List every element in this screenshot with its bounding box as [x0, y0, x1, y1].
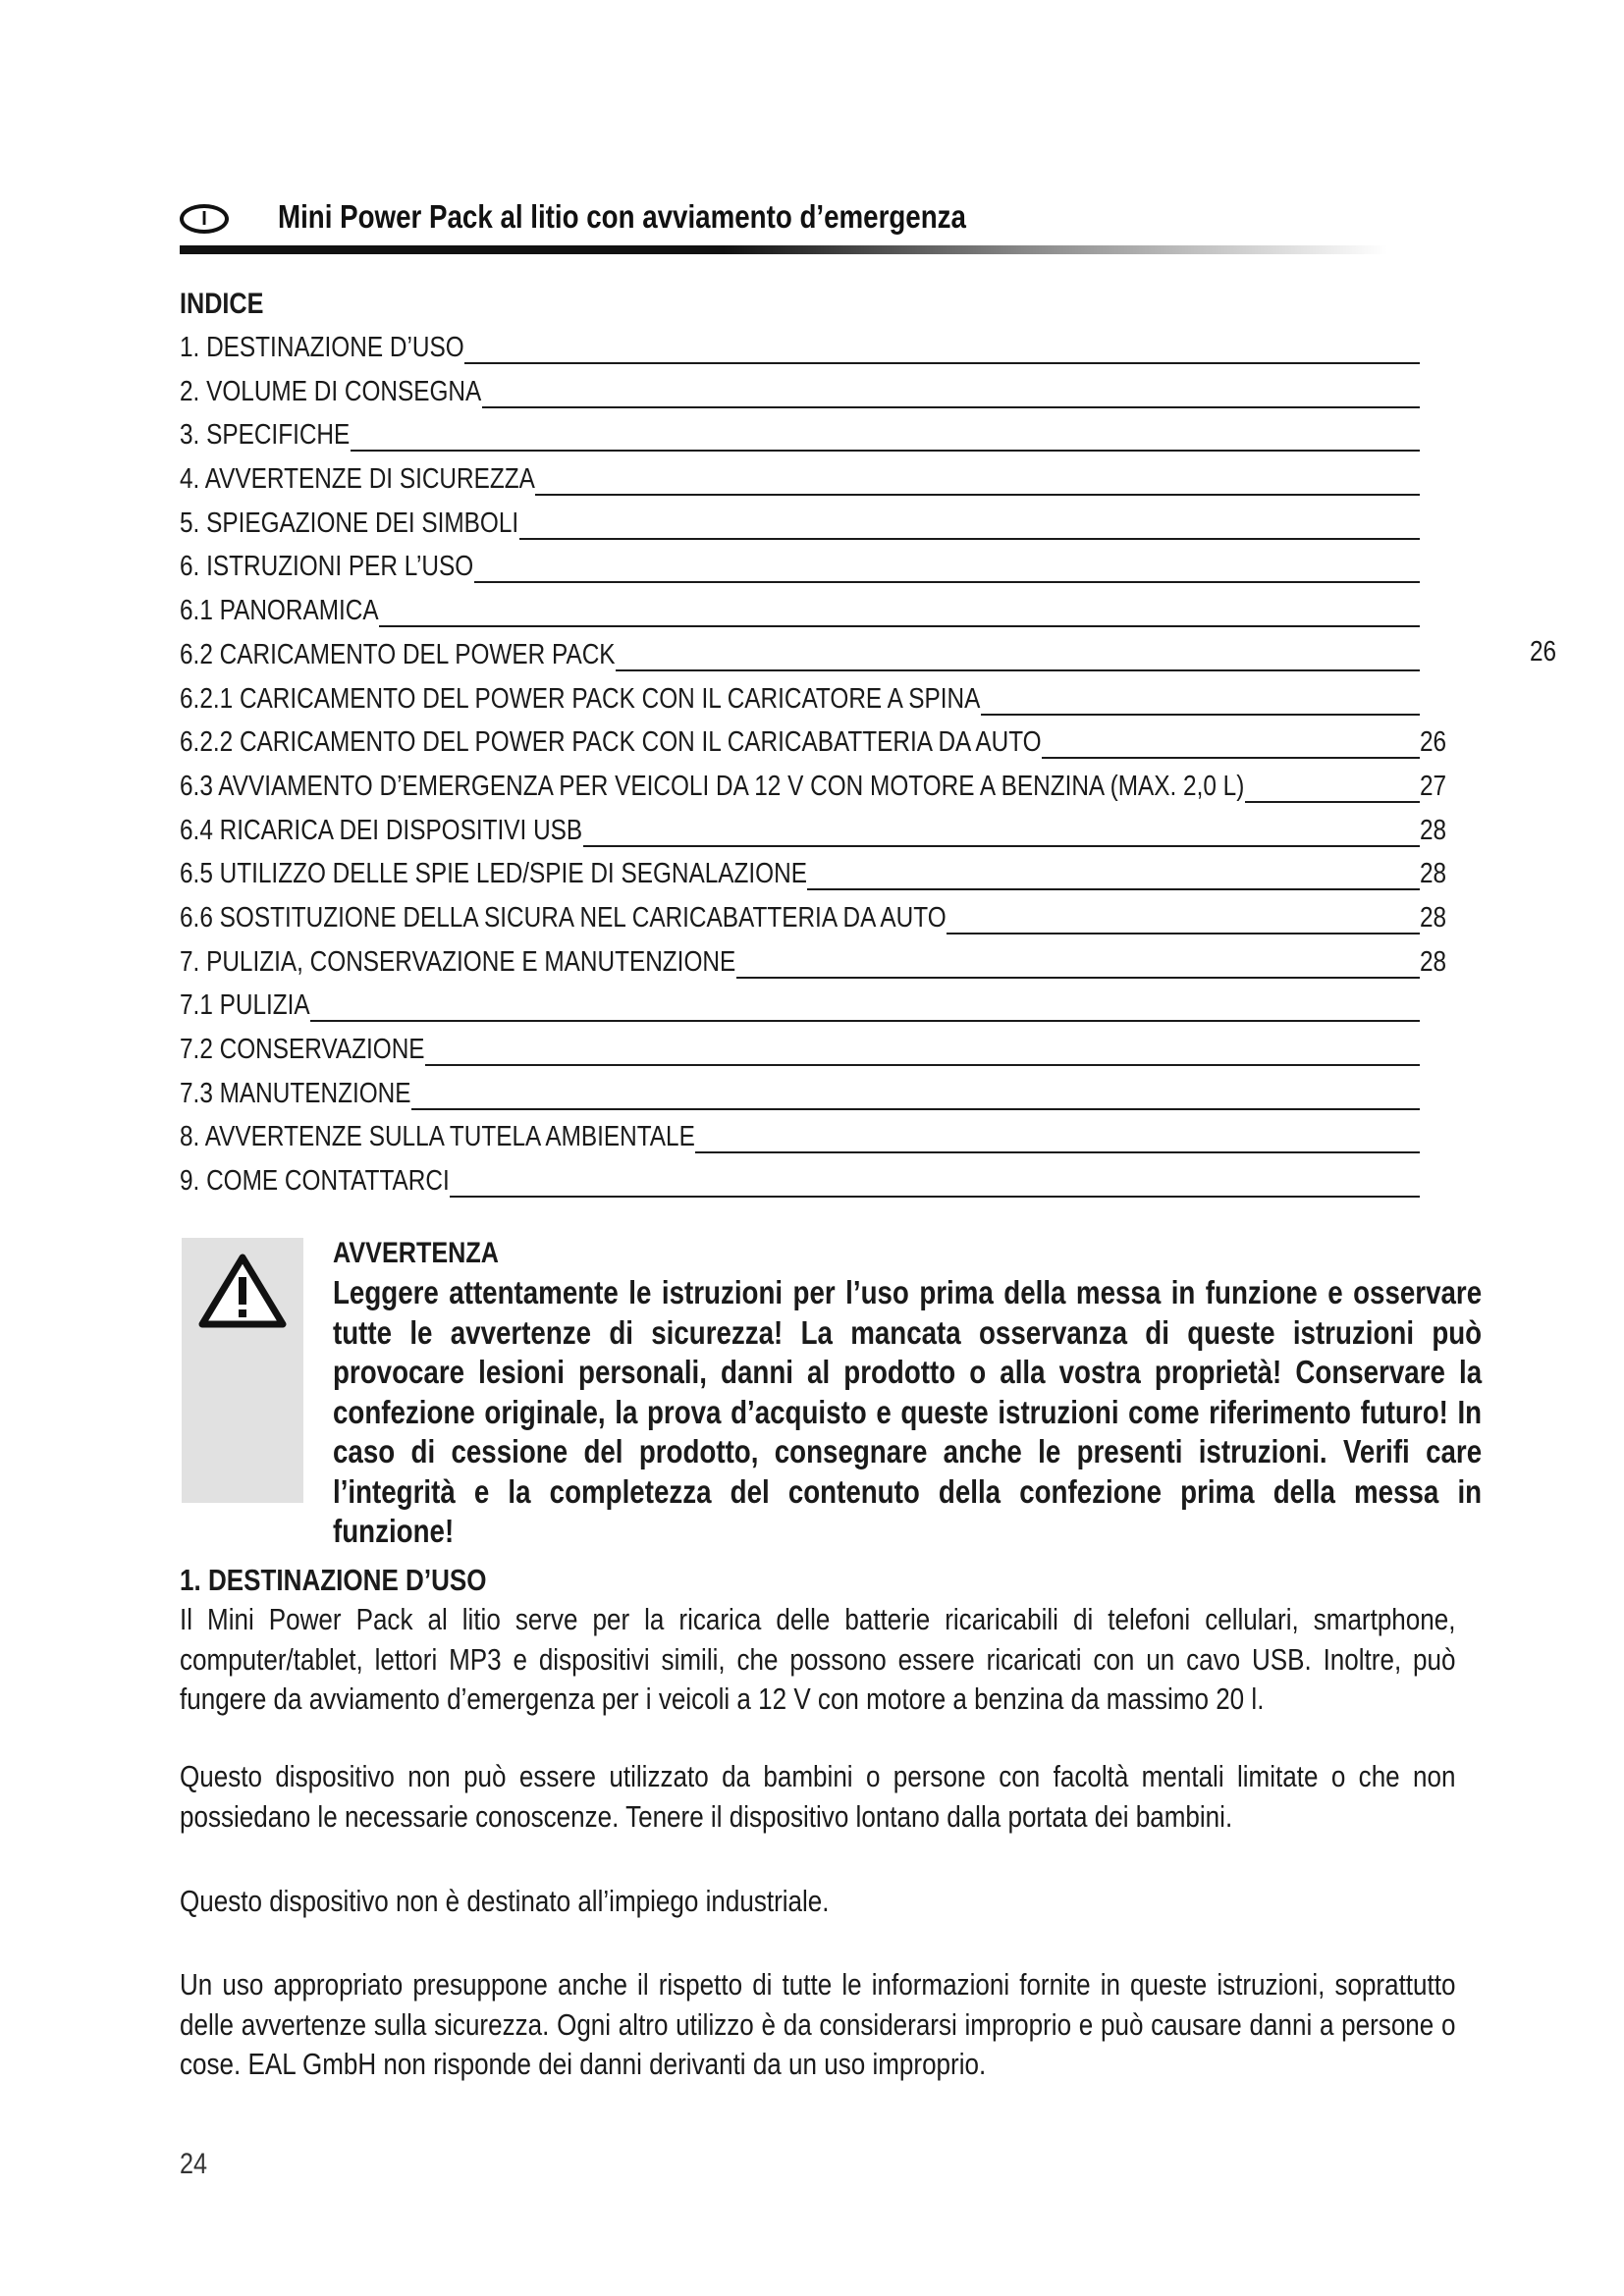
toc-entry-title: 1. DESTINAZIONE D’USO — [180, 332, 464, 363]
toc-leader-line — [583, 845, 1420, 847]
toc-entry-page: 28 — [1420, 814, 1447, 846]
language-badge — [180, 204, 229, 234]
toc-entry-title: 6.3 AVVIAMENTO D’EMERGENZA PER VEICOLI DA 12 V CON MOTORE A BENZINA (MAX. 2,0 L) — [180, 770, 1245, 802]
toc-stray-page-number: 26 — [1530, 636, 1557, 667]
toc-entry-title: 7.3 MANUTENZIONE — [180, 1077, 411, 1109]
warning-icon-panel — [182, 1238, 303, 1503]
toc-leader-line — [807, 888, 1420, 890]
toc-entry-title: 9. COME CONTATTARCI — [180, 1165, 450, 1198]
toc-entry-title: 3. SPECIFICHE — [180, 419, 351, 452]
toc-entry-title: 6. ISTRUZIONI PER L’USO — [180, 551, 474, 583]
toc-leader-line — [310, 1020, 1420, 1022]
toc-entry-title: 7.2 CONSERVAZIONE — [180, 1034, 425, 1065]
paragraph: Questo dispositivo non può essere utilizzato da bambini o persone con facoltà mentali limitate o che non possiedano le necessarie conoscenze. Tenere il dispositivo lontano dalla portata dei bambini. — [180, 1759, 1456, 1834]
toc-leader-line — [474, 581, 1420, 583]
page-header — [180, 196, 1387, 255]
toc-leader-line — [947, 933, 1420, 934]
toc-entry — [180, 723, 1456, 768]
section-intended-use — [180, 1561, 1456, 1720]
toc-entry-page: 26 — [1420, 726, 1447, 759]
toc-entry-title: 7. PULIZIA, CONSERVAZIONE E MANUTENZIONE — [180, 945, 736, 978]
toc-entry-title: 6.5 UTILIZZO DELLE SPIE LED/SPIE DI SEGNALAZIONE — [180, 858, 807, 890]
warning-body: Leggere attentamente le istruzioni per l’uso prima della messa in funzione e osservare tutte le avvertenze di sicurezza! La mancata osservanza di queste istruzioni può provocare lesioni personali, danni al prodotto o alla vostra proprietà! Conservare la confezione originale, la prova d’acquisto e queste istruzioni come riferimento futuro! In caso di cessione del prodotto, consegnare anche le presenti istruzioni. Verifi care l’integrità e la completezza del contenuto della confezione prima della messa in funzione! — [333, 1274, 1483, 1549]
toc-entry — [180, 329, 1456, 373]
toc-entry — [180, 812, 1456, 856]
header-divider — [180, 245, 1387, 254]
toc-leader-line — [695, 1151, 1420, 1153]
warning-triangle-icon — [198, 1252, 287, 1330]
toc-entry — [180, 1075, 1456, 1119]
toc-entry-page: 27 — [1420, 770, 1447, 802]
warning-block — [333, 1234, 1482, 1584]
toc-entry-page: 28 — [1420, 901, 1447, 934]
toc-entry-title: 7.1 PULIZIA — [180, 989, 310, 1022]
toc-entry — [180, 768, 1456, 812]
toc-entry-page: 28 — [1420, 945, 1447, 978]
paragraph: Questo dispositivo non è destinato all’impiego industriale. — [180, 1884, 830, 1918]
toc-leader-line — [736, 977, 1420, 979]
paragraph: Il Mini Power Pack al litio serve per la ricarica delle batterie ricaricabili di telefoni cellulari, smartphone, computer/tablet, lettori MP3 e dispositivi simili, che possono essere ricaricati con un cavo USB. Inoltre, può fungere da avviamento d’emergenza per i veicoli a 12 V con motore a benzina da massimo 20 l. — [180, 1602, 1456, 1716]
toc-entry-title: 6.6 SOSTITUZIONE DELLA SICURA NEL CARICABATTERIA DA AUTO — [180, 901, 947, 934]
language-badge-label: I — [201, 208, 207, 230]
toc-heading: INDICE — [180, 288, 264, 320]
toc-entry — [180, 1118, 1456, 1162]
toc-entry-title: 6.2.2 CARICAMENTO DEL POWER PACK CON IL CARICABATTERIA DA AUTO — [180, 726, 1042, 759]
toc-entry-title: 4. AVVERTENZE DI SICUREZZA — [180, 463, 535, 496]
toc-leader-line — [351, 450, 1420, 452]
toc-entry — [180, 899, 1456, 943]
table-of-contents — [180, 329, 1456, 1206]
toc-entry-title: 2. VOLUME DI CONSEGNA — [180, 375, 482, 407]
warning-title: AVVERTENZA — [333, 1237, 499, 1269]
toc-leader-line — [1042, 757, 1420, 759]
toc-entry — [180, 460, 1456, 505]
toc-leader-line — [379, 625, 1420, 627]
toc-leader-line — [450, 1196, 1420, 1198]
page-number: 24 — [180, 2148, 208, 2180]
document-title: Mini Power Pack al litio con avviamento d’emergenza — [278, 198, 966, 235]
toc-entry-title: 6.4 RICARICA DEI DISPOSITIVI USB — [180, 814, 583, 846]
toc-entry — [180, 592, 1456, 636]
section-title: 1. DESTINAZIONE D’USO — [180, 1563, 487, 1597]
toc-entry — [180, 1031, 1456, 1075]
section-paragraph-block — [180, 1757, 1456, 1837]
toc-entry — [180, 548, 1456, 592]
toc-leader-line — [425, 1064, 1420, 1066]
toc-entry-title: 5. SPIEGAZIONE DEI SIMBOLI — [180, 507, 519, 539]
toc-leader-line — [616, 669, 1420, 671]
toc-entry — [180, 943, 1456, 988]
paragraph: Un uso appropriato presuppone anche il rispetto di tutte le informazioni fornite in queste istruzioni, soprattutto delle avvertenze sulla sicurezza. Ogni altro utilizzo è da considerarsi improprio e può causare danni a persone o cose. EAL GmbH non risponde dei danni derivanti da un uso improprio. — [180, 1967, 1456, 2081]
toc-entry — [180, 855, 1456, 899]
toc-leader-line — [464, 362, 1420, 364]
toc-leader-line — [1245, 801, 1420, 803]
section-paragraph-block — [180, 1965, 1456, 2085]
toc-entry — [180, 636, 1456, 680]
toc-leader-line — [482, 406, 1420, 408]
toc-entry — [180, 416, 1456, 460]
toc-leader-line — [411, 1108, 1420, 1110]
toc-entry — [180, 680, 1456, 724]
section-paragraph-block — [180, 1882, 1456, 1922]
toc-entry-title: 6.2.1 CARICAMENTO DEL POWER PACK CON IL CARICATORE A SPINA — [180, 682, 981, 715]
toc-entry — [180, 1162, 1456, 1206]
toc-leader-line — [519, 538, 1420, 540]
toc-entry — [180, 987, 1456, 1031]
toc-entry-title: 8. AVVERTENZE SULLA TUTELA AMBIENTALE — [180, 1121, 695, 1153]
toc-leader-line — [981, 714, 1420, 716]
toc-entry — [180, 373, 1456, 417]
toc-entry-title: 6.1 PANORAMICA — [180, 595, 379, 627]
toc-entry — [180, 505, 1456, 549]
toc-leader-line — [535, 494, 1420, 496]
toc-entry-title: 6.2 CARICAMENTO DEL POWER PACK — [180, 638, 616, 670]
toc-entry-page: 28 — [1420, 858, 1447, 890]
